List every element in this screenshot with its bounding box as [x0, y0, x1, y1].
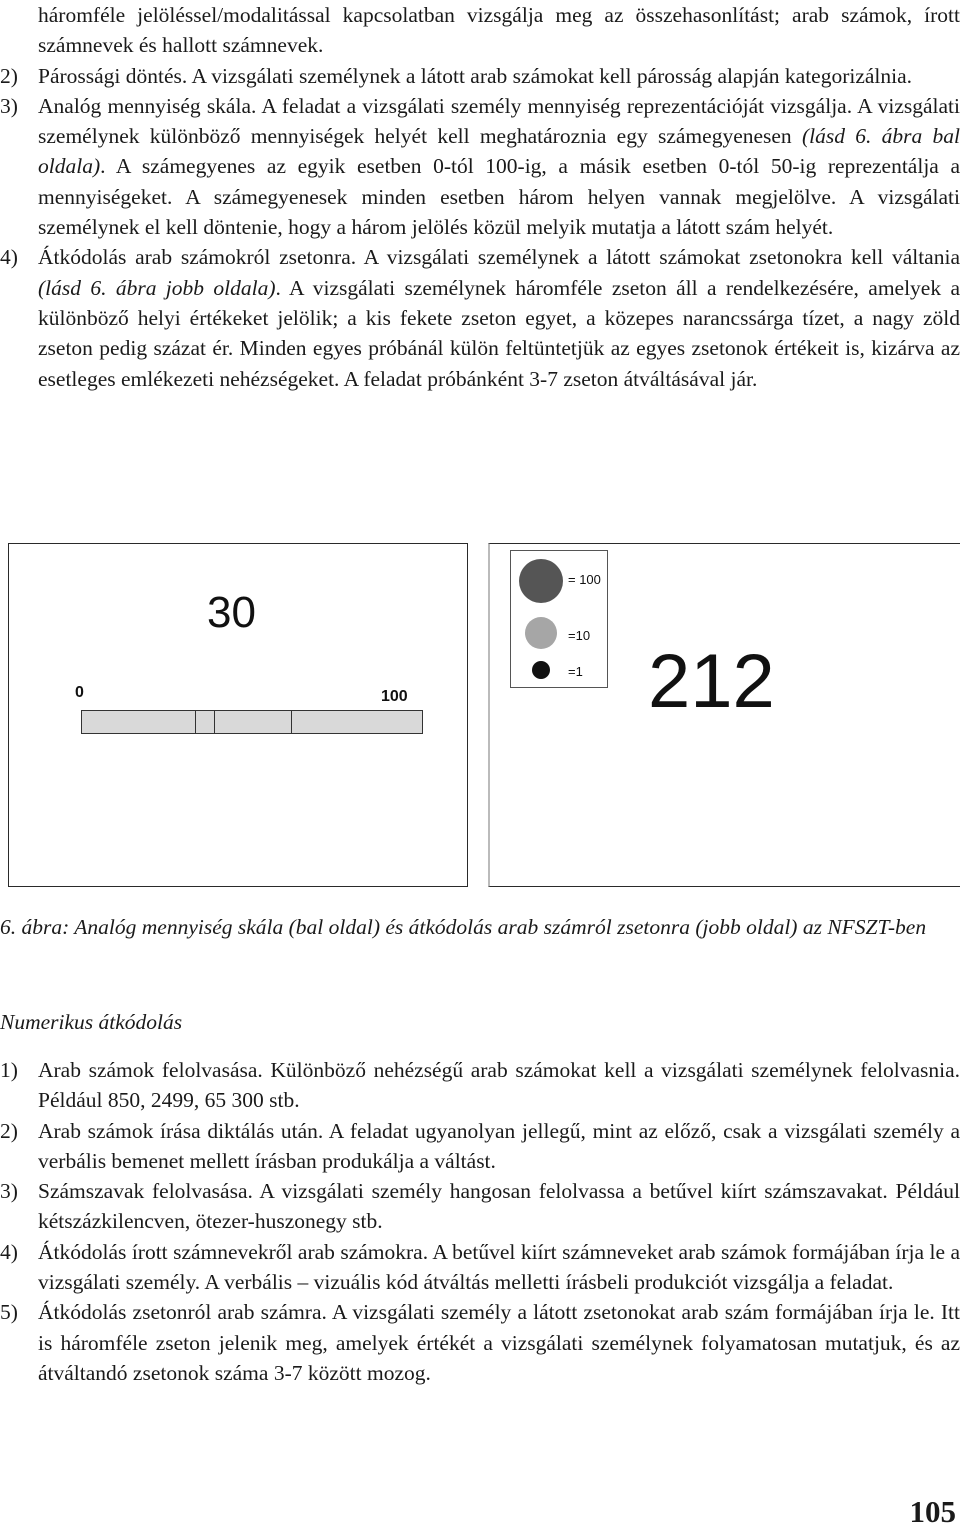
chip-legend: [510, 550, 608, 688]
list-number: 2): [0, 1118, 18, 1143]
scale-mark[interactable]: [214, 711, 215, 733]
list-item: [0, 1055, 960, 1116]
text-run: . A számegyenes az egyik esetben 0-tól 100-ig, a másik esetben 0-tól 50-ig reprezentálja a mennyiségeket. A számegyenesek minden esetben három helyen vannak megjelölve. A vizsgálati személynek el kell döntenie, hogy a három jelölés közül melyik mutatja a látott szám helyét.: [38, 154, 960, 240]
list-item-text: Számszavak felolvasása. A vizsgálati személy hangosan felolvassa a betűvel kiírt számszavakat. Például kétszázkilencven, ötezer-huszonegy stb.: [38, 1179, 960, 1234]
text-run: . A vizsgálati személynek háromféle zseton áll a rendelkezésére, amelyek a különböző helyi értékeket jelölik; a kis fekete zseton egyet, a közepes narancssárga tízet, a nagy zöld zseton pedig százat ér. Minden egyes próbánál külön feltüntetjük az egyes zsetonok értékeit is, kizárva az esetleges emlékezeti nehézségeket. A feladat próbánként 3-7 zseton átváltásával jár.: [38, 275, 960, 391]
list-item: [0, 61, 960, 91]
target-number: 30: [207, 588, 256, 637]
chip-10-label: =10: [568, 628, 591, 643]
top-text-block: [0, 0, 960, 394]
list-number: 4): [0, 245, 18, 270]
chip-100-label: = 100: [568, 572, 601, 587]
list-item-text: [38, 91, 960, 242]
scale-mark[interactable]: [291, 711, 292, 733]
list-item: [0, 1297, 960, 1388]
chip-conversion-panel: [488, 543, 960, 887]
chip-10-icon: [525, 617, 557, 649]
list-item: [0, 1176, 960, 1237]
list-item-text: [38, 242, 960, 393]
list-item: [0, 1237, 960, 1298]
scale-max-label: 100: [381, 688, 408, 705]
scale-mark[interactable]: [195, 711, 196, 733]
target-number: 212: [648, 639, 775, 724]
chip-1-label: =1: [568, 664, 583, 679]
paragraph-text: háromféle jelöléssel/modalitással kapcsolatban vizsgálja meg az összehasonlítást; arab számok, írott számnevek és hallott számnevek.: [38, 3, 960, 58]
list-item: [0, 1116, 960, 1177]
list-item-text: Arab számok írása diktálás után. A feladat ugyanolyan jellegű, mint az előző, csak a vizsgálati személy a verbális bemenet mellett írásban produkálja a váltást.: [38, 1118, 960, 1173]
page-number: 105: [909, 1494, 956, 1529]
text-run: Átkódolás arab számokról zsetonra. A vizsgálati személynek a látott számokat zsetonokra kell váltania: [38, 245, 960, 270]
list-item: [0, 91, 960, 242]
list-item-text: Átkódolás zsetonról arab számra. A vizsgálati személy a látott zsetonokat arab szám formájában írja le. Itt is háromféle zseton jelenik meg, amelyek értékét a vizsgálati személynek folyamatosan mutatjuk, és az átváltandó zsetonok száma 3-7 között mozog.: [38, 1300, 960, 1385]
list-item: [0, 242, 960, 393]
figure-reference: (lásd 6. ábra bal oldala): [38, 124, 960, 179]
list-number: 5): [0, 1300, 18, 1325]
chip-100-icon: [519, 559, 563, 603]
list-item-text: Párossági döntés. A vizsgálati személynek a látott arab számokat kell párosság alapján kategorizálnia.: [38, 63, 913, 88]
continued-paragraph: [0, 0, 960, 61]
analog-scale-panel: [8, 543, 468, 887]
list-number: 3): [0, 1179, 18, 1204]
number-line: [81, 710, 423, 734]
figure-caption: 6. ábra: Analóg mennyiség skála (bal oldal) és átkódolás arab számról zsetonra (jobb oldal) az NFSZT-ben: [0, 915, 927, 939]
scale-min-label: 0: [75, 684, 84, 701]
list-item-text: Arab számok felolvasása. Különböző nehézségű arab számokat kell a vizsgálati személynek felolvasnia. Például 850, 2499, 65 300 stb.: [38, 1058, 960, 1113]
list-number: 4): [0, 1239, 18, 1264]
list-number: 1): [0, 1058, 18, 1082]
section-list: [0, 1055, 960, 1388]
list-number: 2): [0, 63, 18, 88]
list-item-text: Átkódolás írott számnevekről arab számokra. A betűvel kiírt számneveket arab számok formájában írja le a vizsgálati személy. A verbális – vizuális kód átváltás melletti írásbeli produkciót vizsgálja a feladat.: [38, 1239, 960, 1295]
list-number: 3): [0, 93, 18, 118]
text-run: Analóg mennyiség skála. A feladat a vizsgálati személy mennyiség reprezentációját vizsgálja. A vizsgálati személynek különböző mennyiségek helyét kell meghatároznia egy számegyenesen: [38, 93, 960, 149]
figure-reference: (lásd 6. ábra jobb oldala): [38, 275, 276, 300]
section-heading: Numerikus átkódolás: [0, 1010, 183, 1034]
chip-1-icon: [532, 661, 550, 679]
